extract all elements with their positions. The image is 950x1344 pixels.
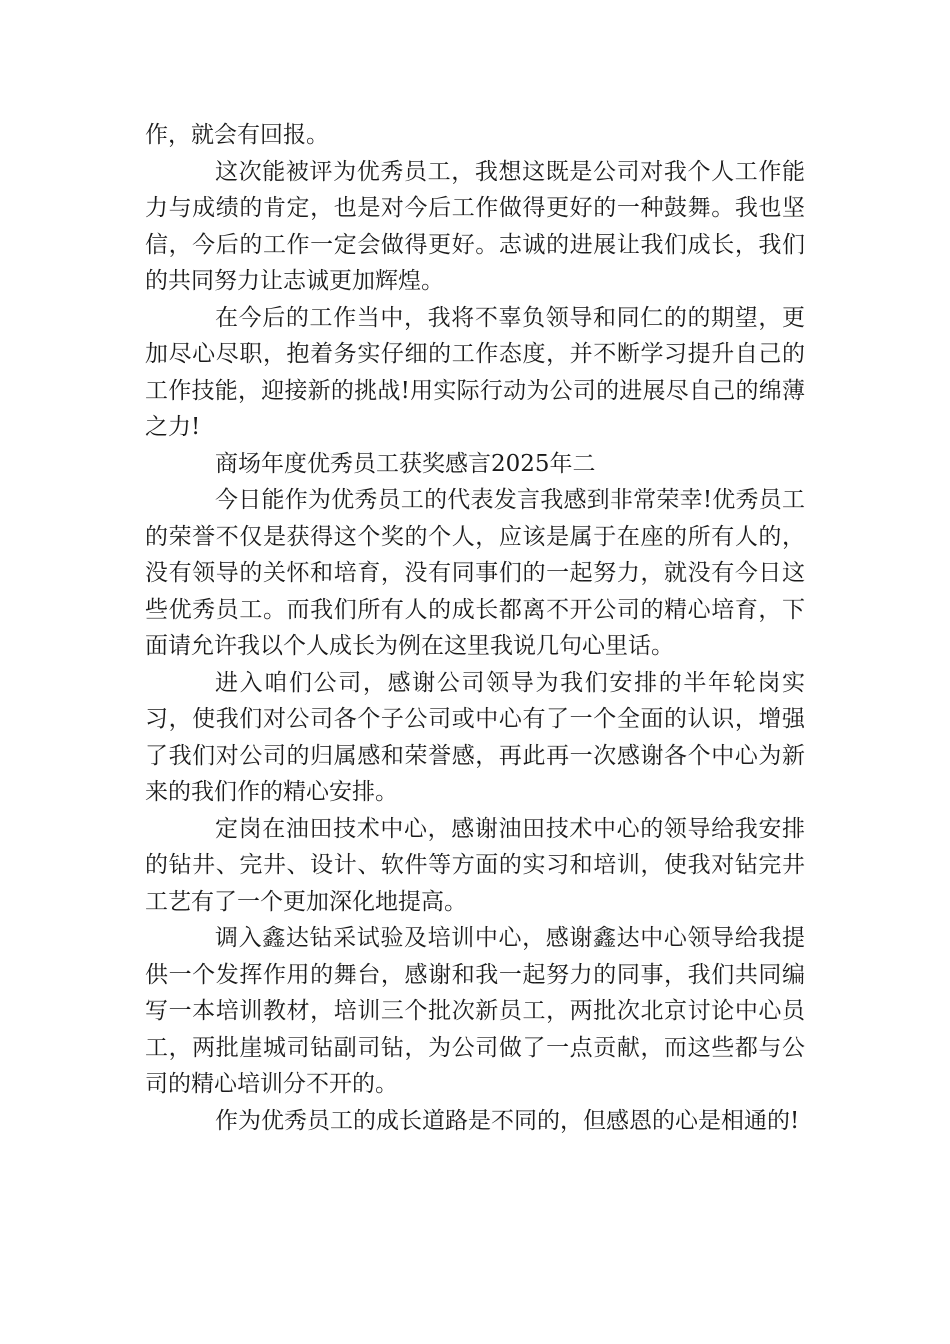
paragraph-honor-meaning: 这次能被评为优秀员工，我想这既是公司对我个人工作能力与成绩的肯定，也是对今后工作做得更好的一种鼓舞。我也坚信，今后的工作一定会做得更好。志诚的进展让我们成长，我们的共同努力让志诚更加辉煌。 [145,158,805,294]
paragraph-oilfield-center: 定岗在油田技术中心，感谢油田技术中心的领导给我安排的钻井、完井、设计、软件等方面的实习和培训，使我对钻完井工艺有了一个更加深化地提高。 [145,815,805,915]
paragraph-opening-speech: 今日能作为优秀员工的代表发言我感到非常荣幸!优秀员工的荣誉不仅是获得这个奖的个人，应该是属于在座的所有人的，没有领导的关怀和培育，没有同事们的一起努力，就没有今日这些优秀员工。而我们所有人的成长都离不开公司的精心培育，下面请允许我以个人成长为例在这里我说几句心里话。 [145,487,805,659]
section-heading: 商场年度优秀员工获奖感言2025年二 [215,450,596,477]
paragraph-rotation-internship: 进入咱们公司，感谢公司领导为我们安排的半年轮岗实习，使我们对公司各个子公司或中心有了一个全面的认识，增强了我们对公司的归属感和荣誉感，再此再一次感谢各个中心为新来的我们作的精心安排。 [145,669,805,805]
paragraph-future-commitment: 在今后的工作当中，我将不辜负领导和同仁的的期望，更加尽心尽职，抱着务实仔细的工作态度，并不断学习提升自己的工作技能，迎接新的挑战!用实际行动为公司的进展尽自己的绵薄之力! [145,304,805,440]
paragraph-continuation: 作，就会有回报。 [145,122,329,148]
document-body [145,117,805,1139]
paragraph-xinda-center: 调入鑫达钻采试验及培训中心，感谢鑫达中心领导给我提供一个发挥作用的舞台，感谢和我一起努力的同事，我们共同编写一本培训教材，培训三个批次新员工，两批次北京讨论中心员工，两批崖城司钻副司钻，为公司做了一点贡献，而这些都与公司的精心培训分不开的。 [145,925,805,1097]
paragraph-gratitude: 作为优秀员工的成长道路是不同的，但感恩的心是相通的! [215,1107,800,1134]
